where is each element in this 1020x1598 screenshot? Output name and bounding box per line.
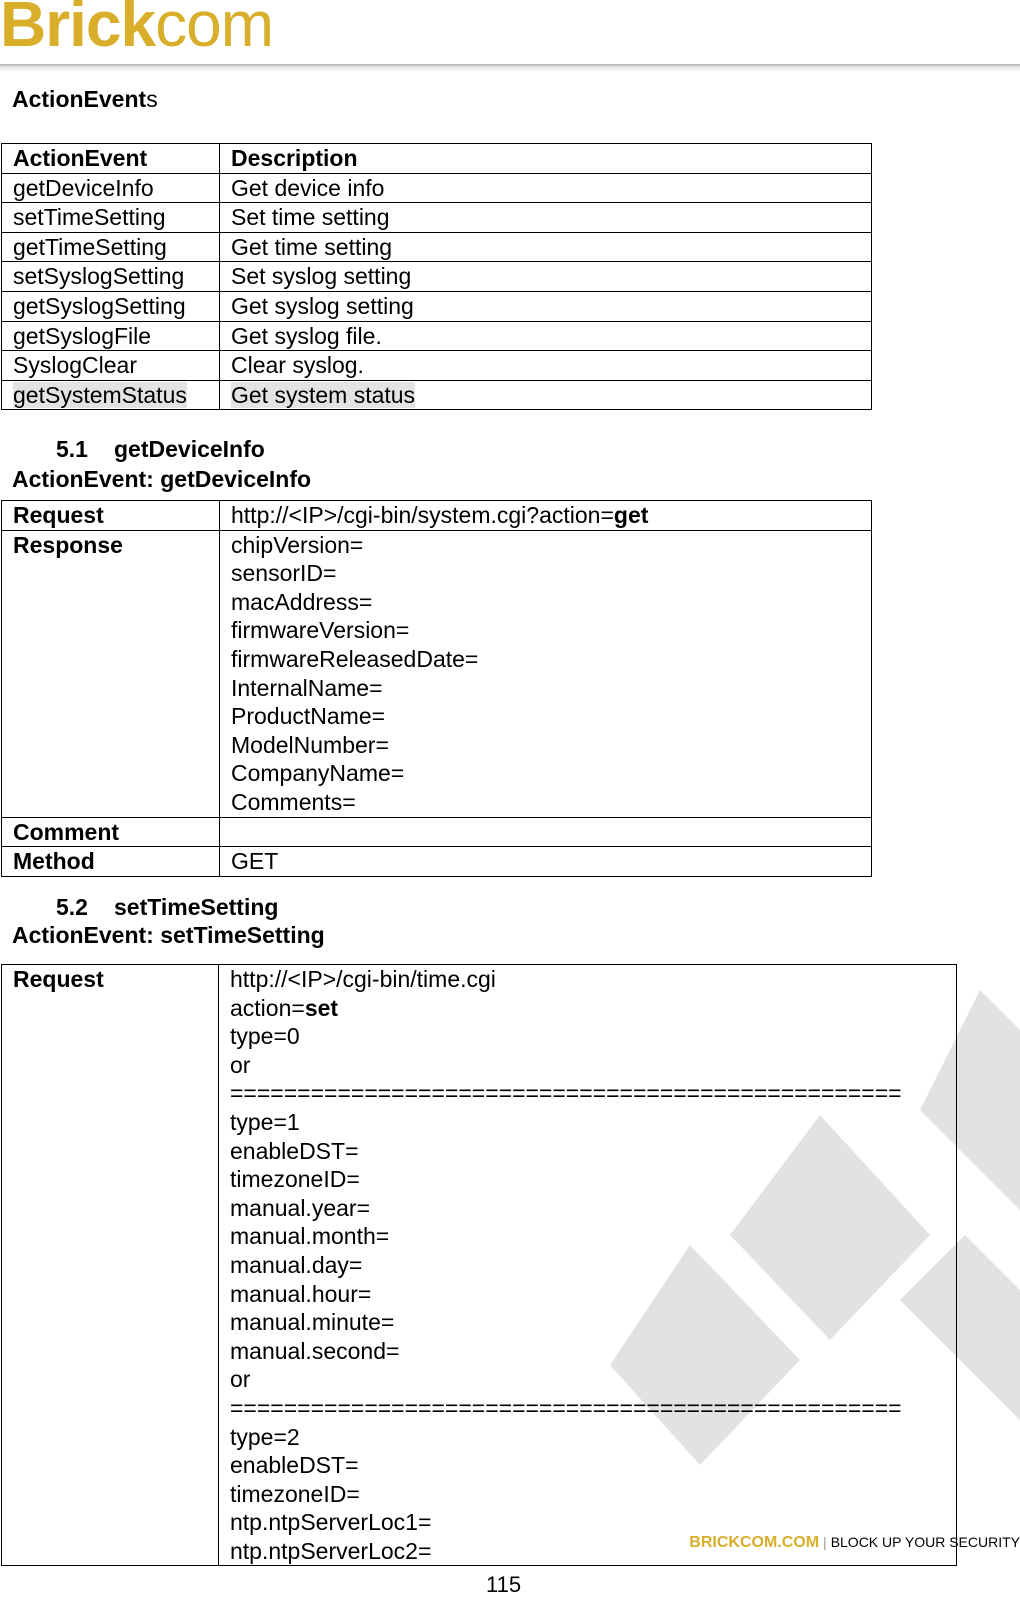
response-line: ModelNumber= (231, 731, 389, 758)
action-name (2, 380, 220, 410)
page-heading-main: ActionEvent (12, 86, 147, 112)
action-name: getDeviceInfo (2, 173, 220, 203)
section-title-getdeviceinfo (56, 436, 265, 463)
param-line: manual.month= (230, 1223, 390, 1250)
row-label: Response (2, 530, 220, 817)
table-row (2, 262, 872, 292)
response-line: chipVersion= (231, 531, 364, 558)
logo-brand-main: Brick (0, 0, 156, 60)
param-line: or (230, 1366, 251, 1393)
column-header: ActionEvent (2, 144, 220, 174)
param-line: manual.year= (230, 1194, 370, 1221)
param-line: ntp.ntpServerLoc2= (230, 1537, 432, 1564)
request-url: http://<IP>/cgi-bin/time.cgi (230, 966, 496, 992)
page-footer (689, 1534, 1020, 1552)
table-row (2, 530, 872, 817)
action-name: SyslogClear (2, 351, 220, 381)
request-url (220, 501, 872, 531)
response-line: sensorID= (231, 560, 337, 587)
table-row (2, 380, 872, 410)
action-value: set (304, 994, 339, 1021)
param-line: type=1 (230, 1108, 300, 1135)
response-line: firmwareReleasedDate= (231, 645, 479, 672)
action-name: setSyslogSetting (2, 262, 220, 292)
footer-site: BRICKCOM.COM (689, 1534, 820, 1551)
table-row (2, 321, 872, 351)
request-url-text: http://<IP>/cgi-bin/system.cgi?action= (231, 502, 614, 528)
page-heading (12, 86, 158, 113)
action-prefix: action= (230, 994, 305, 1021)
page-heading-tail: s (146, 86, 158, 112)
settimesetting-table (1, 964, 957, 1566)
action-description: Get device info (220, 173, 872, 203)
action-description: Set syslog setting (220, 262, 872, 292)
action-description: Get time setting (220, 232, 872, 262)
action-name: setTimeSetting (2, 203, 220, 233)
brickcom-logo (0, 0, 273, 60)
response-line: InternalName= (231, 674, 383, 701)
param-line: manual.second= (230, 1337, 400, 1364)
section-number: 5.1 (56, 436, 88, 462)
response-line: macAddress= (231, 588, 373, 615)
table-row (2, 173, 872, 203)
param-line: manual.minute= (230, 1309, 395, 1336)
separator-line: ================================================== (230, 1080, 902, 1107)
action-name: getSyslogFile (2, 321, 220, 351)
param-line: enableDST= (230, 1137, 359, 1164)
response-params (220, 530, 872, 817)
action-description: Set time setting (220, 203, 872, 233)
row-label: Request (2, 501, 220, 531)
section-title-settimesetting (56, 894, 278, 921)
request-action-value: get (613, 502, 649, 528)
footer-tagline: BLOCK UP YOUR SECURITY (830, 1534, 1020, 1550)
table-row (2, 847, 872, 877)
action-description: Get syslog file. (220, 321, 872, 351)
row-label: Method (2, 847, 220, 877)
param-line: ntp.ntpServerLoc1= (230, 1509, 432, 1536)
table-row (2, 232, 872, 262)
action-description (220, 380, 872, 410)
param-line: timezoneID= (230, 1480, 360, 1507)
request-params (219, 965, 957, 1566)
method-value: GET (220, 847, 872, 877)
response-line: CompanyName= (231, 760, 405, 787)
action-name: getTimeSetting (2, 232, 220, 262)
action-description: Get syslog setting (220, 291, 872, 321)
highlighted-action-description: Get system status (231, 381, 416, 408)
action-events-table (1, 143, 872, 410)
param-line: timezoneID= (230, 1166, 360, 1193)
column-header: Description (220, 144, 872, 174)
param-line: enableDST= (230, 1452, 359, 1479)
section-title-text: setTimeSetting (114, 894, 279, 920)
param-line: type=2 (230, 1423, 300, 1450)
footer-separator: | (823, 1534, 827, 1550)
header-rule (0, 64, 1020, 72)
action-name: getSyslogSetting (2, 291, 220, 321)
section-title-text: getDeviceInfo (114, 436, 265, 462)
param-line: manual.hour= (230, 1280, 372, 1307)
response-line: Comments= (231, 788, 356, 815)
page-number: 115 (486, 1572, 522, 1597)
separator-line: ================================================== (230, 1394, 902, 1421)
section-subtitle-settimesetting: ActionEvent: setTimeSetting (12, 922, 325, 948)
row-label: Comment (2, 817, 220, 847)
request-action (230, 994, 945, 1023)
table-row (2, 817, 872, 847)
section-subtitle-getdeviceinfo: ActionEvent: getDeviceInfo (12, 466, 312, 492)
table-header-row (2, 144, 872, 174)
action-description: Clear syslog. (220, 351, 872, 381)
param-line: type=0 (230, 1023, 300, 1050)
comment-value (220, 817, 872, 847)
section-number: 5.2 (56, 894, 88, 920)
param-line: manual.day= (230, 1251, 363, 1278)
getdeviceinfo-table (1, 500, 872, 877)
table-row (2, 351, 872, 381)
table-row (2, 203, 872, 233)
table-row (2, 501, 872, 531)
table-row (2, 291, 872, 321)
table-row (2, 965, 957, 1566)
row-label: Request (2, 965, 219, 1566)
highlighted-action-name: getSystemStatus (13, 381, 187, 408)
response-line: ProductName= (231, 703, 386, 730)
param-line: or (230, 1051, 251, 1078)
logo-brand-tail: com (155, 0, 273, 60)
response-line: firmwareVersion= (231, 617, 410, 644)
